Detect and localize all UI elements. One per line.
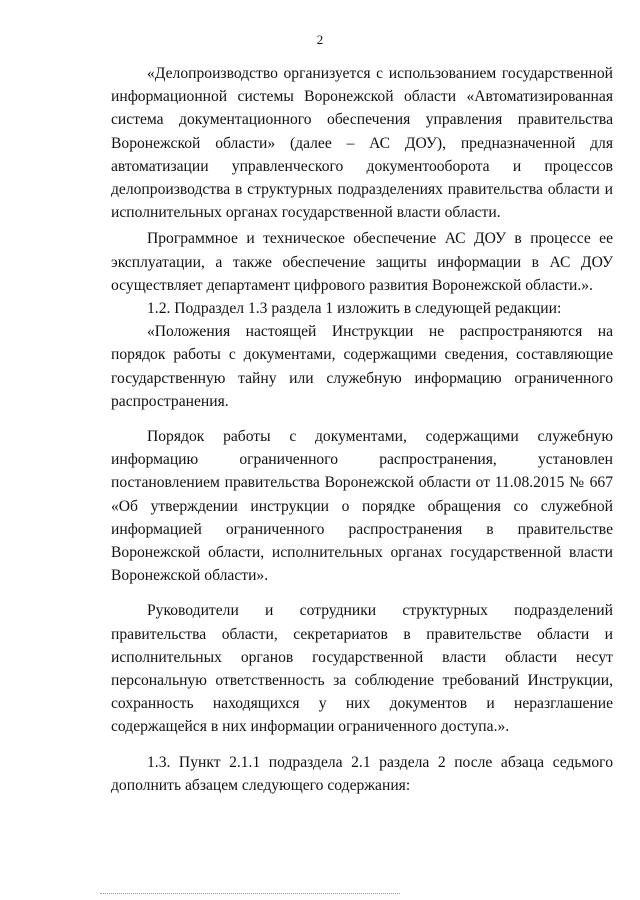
paragraph-das-dou-usage: «Делопроизводство организуется с использованием государственной информационной системы Воронежской области «Автоматизированная система документационного обеспечения управления правительства Воронежской области» (далее – АС ДОУ), предназначенной для автоматизации управленческого документооборота и процессов делопроизводства в структурных подразделениях правительства области и исполнительных органах государственной власти области. xyxy=(111,65,613,222)
page-number: 2 xyxy=(316,32,324,47)
page-bottom-rule xyxy=(100,893,400,894)
document-body xyxy=(111,62,613,797)
paragraph-instruction-scope: «Положения настоящей Инструкции не распространяются на порядок работы с документами, содержащими сведения, составляющие государственную тайну или служебную информацию ограниченного распространения. xyxy=(111,323,613,410)
paragraph-amendment-1-2: 1.2. Подраздел 1.3 раздела 1 изложить в следующей редакции: xyxy=(147,300,562,318)
paragraph-amendment-1-3: 1.3. Пункт 2.1.1 подраздела 2.1 раздела 2 после абзаца седьмого дополнить абзацем следующего содержания: xyxy=(111,753,613,794)
paragraph-responsibility: Руководители и сотрудники структурных подразделений правительства области, секретариатов в правительстве области и исполнительных органов государственной власти области несут персональную ответственность за соблюдение требований Инструкции, сохранность находящихся у них документов и неразглашение содержащейся в них информации ограниченного доступа.». xyxy=(111,602,613,736)
paragraph-software-support: Программное и техническое обеспечение АС ДОУ в процессе ее эксплуатации, а также обеспечение защиты информации в АС ДОУ осуществляет департамент цифрового развития Воронежской области.». xyxy=(111,230,613,294)
paragraph-restricted-info-procedure: Порядок работы с документами, содержащими служебную информацию ограниченного распространения, установлен постановлением правительства Воронежской области от 11.08.2015 № 667 «Об утверждении инструкции о порядке обращения со служебной информацией ограниченного распространения в правительстве Воронежской области, исполнительных органах государственной власти Воронежской области». xyxy=(111,428,613,585)
